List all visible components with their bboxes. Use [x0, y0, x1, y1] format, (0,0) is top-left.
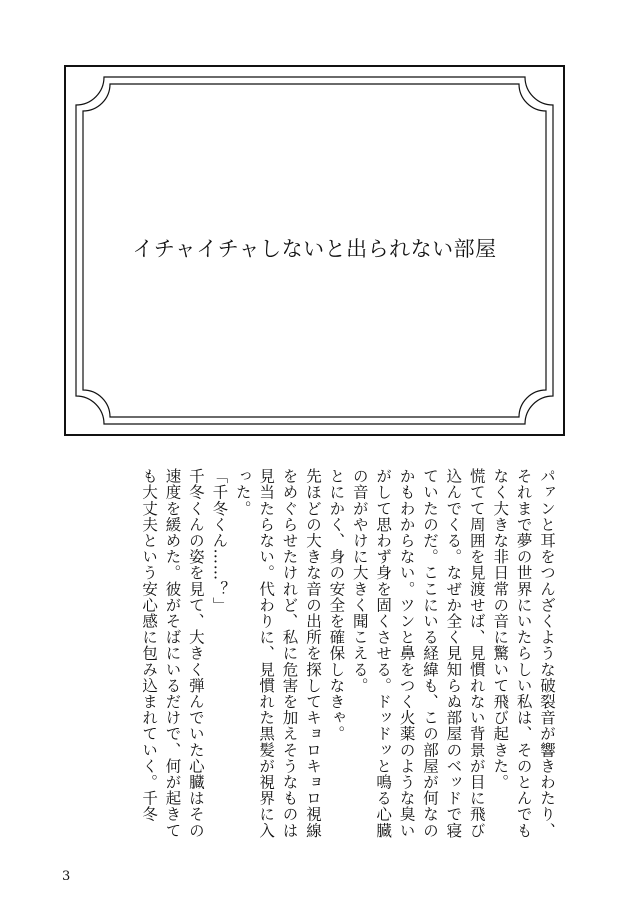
- paragraph: とにかく、身の安全を確保しなきゃ。: [327, 468, 346, 742]
- paragraph: 慌てて周囲を見渡せば、見慣れない背景が目に飛び込んでくる。なぜか全く見知らぬ部屋のベッドで寝ていたのだ。ここにいる経緯も、この部屋が何なのかもわからない。ツンと鼻をつく火薬のような臭いがして思わず身を固くさせる。ドッドッと鳴る心臓の音がやけに大きく聞こえる。: [350, 468, 486, 839]
- paragraph: 「千冬くん……？」: [210, 468, 229, 613]
- paragraph: 先ほどの大きな音の出所を探してキョロキョロ視線をめぐらせたけれど、私に危害を加えそうなものは見当たらない。代わりに、見慣れた黒髪が視界に入った。: [233, 468, 322, 839]
- body-text: [88, 468, 558, 848]
- page-number: 3: [62, 869, 71, 884]
- paragraph: パァンと耳をつんざくような破裂音が響きわたり、それまで夢の世界にいたらしい私は、そのとんでもなく大きな非日常の音に驚いて飛び起きた。: [491, 468, 556, 839]
- title-frame-box: [64, 65, 565, 436]
- paragraph: 千冬くんの姿を見て、大きく弾んでいた心臓はその速度を緩めた。彼がそばにいるだけで、何が起きても大丈夫という安心感に包み込まれていく。千冬: [140, 468, 205, 839]
- chapter-title: イチャイチャしないと出られない部屋: [132, 237, 497, 261]
